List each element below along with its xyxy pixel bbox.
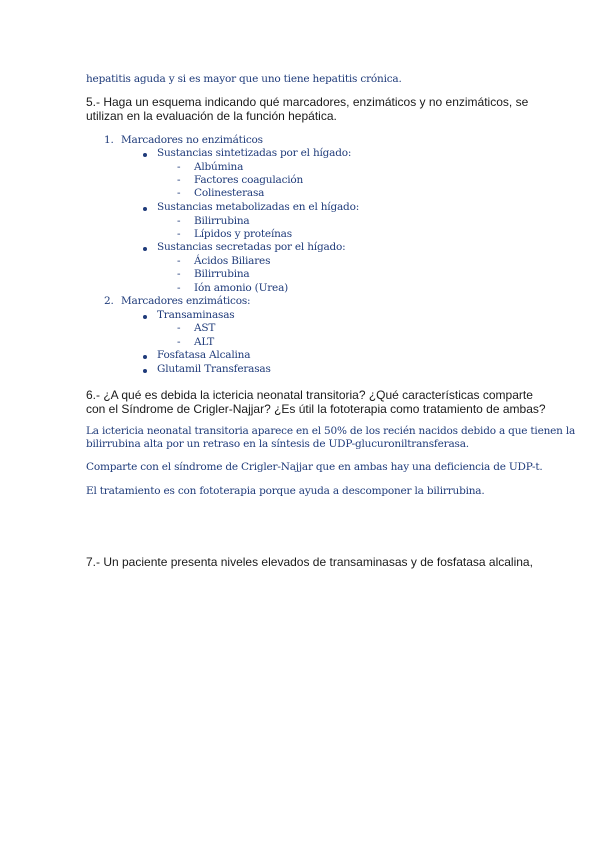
- bullet-icon: [143, 247, 147, 251]
- sublist-glutamyl-transferase: Glutamil Transferasas: [157, 363, 271, 375]
- sublist-metabolized: Sustancias metabolizadas en el hígado:: [157, 201, 360, 213]
- dash-marker: -: [177, 336, 181, 348]
- question-6-line-1: 6.- ¿A qué es debida la ictericia neonatal transitoria? ¿Qué características comparte: [86, 388, 533, 402]
- bullet-icon: [143, 355, 147, 359]
- question-5-line-2: utilizan en la evaluación de la función hepática.: [86, 109, 337, 123]
- list-item: Ión amonio (Urea): [194, 282, 289, 294]
- list-item: Bilirrubina: [194, 215, 250, 227]
- list-item: ALT: [194, 336, 215, 348]
- list-item: Lípidos y proteínas: [194, 228, 292, 240]
- question-7-line-1: 7.- Un paciente presenta niveles elevados de transaminasas y de fosfatasa alcalina,: [86, 555, 533, 569]
- dash-marker: -: [177, 228, 181, 240]
- list-item: Albúmina: [194, 161, 244, 173]
- sublist-transaminases: Transaminasas: [157, 309, 235, 321]
- intro-line: hepatitis aguda y si es mayor que uno tiene hepatitis crónica.: [86, 73, 402, 85]
- list-item: Factores coagulación: [194, 174, 304, 186]
- bullet-icon: [143, 153, 147, 157]
- dash-marker: -: [177, 161, 181, 173]
- sublist-alkaline-phosphatase: Fosfatasa Alcalina: [157, 349, 251, 361]
- sublist-synthesized: Sustancias sintetizadas por el hígado:: [157, 147, 352, 159]
- list-item: Colinesterasa: [194, 187, 265, 199]
- question-5-line-1: 5.- Haga un esquema indicando qué marcadores, enzimáticos y no enzimáticos, se: [86, 95, 529, 109]
- bullet-icon: [143, 369, 147, 373]
- dash-marker: -: [177, 322, 181, 334]
- list-item-enzymatic: Marcadores enzimáticos:: [121, 295, 251, 307]
- sublist-secreted: Sustancias secretadas por el hígado:: [157, 241, 346, 253]
- answer-6-p1-line-2: bilirrubina alta por un retraso en la síntesis de UDP-glucuroniltransferasa.: [86, 438, 469, 450]
- list-number-2: 2.: [104, 295, 114, 307]
- dash-marker: -: [177, 255, 181, 267]
- dash-marker: -: [177, 174, 181, 186]
- bullet-icon: [143, 315, 147, 319]
- bullet-icon: [143, 207, 147, 211]
- list-number-1: 1.: [104, 134, 114, 146]
- list-item: AST: [194, 322, 216, 334]
- answer-6-p2: Comparte con el síndrome de Crigler-Najjar que en ambas hay una deficiencia de UDP-t.: [86, 461, 543, 473]
- dash-marker: -: [177, 268, 181, 280]
- dash-marker: -: [177, 215, 181, 227]
- list-item: Bilirrubina: [194, 268, 250, 280]
- answer-6-p1-line-1: La ictericia neonatal transitoria aparece en el 50% de los recién nacidos debido a que tienen la: [86, 425, 576, 437]
- answer-6-p3: El tratamiento es con fototerapia porque ayuda a descomponer la bilirrubina.: [86, 485, 485, 497]
- list-item: Ácidos Biliares: [194, 255, 271, 267]
- question-6-line-2: con el Síndrome de Crigler-Najjar? ¿Es útil la fototerapia como tratamiento de ambas?: [86, 402, 546, 416]
- list-item-non-enzymatic: Marcadores no enzimáticos: [121, 134, 263, 146]
- dash-marker: -: [177, 282, 181, 294]
- dash-marker: -: [177, 187, 181, 199]
